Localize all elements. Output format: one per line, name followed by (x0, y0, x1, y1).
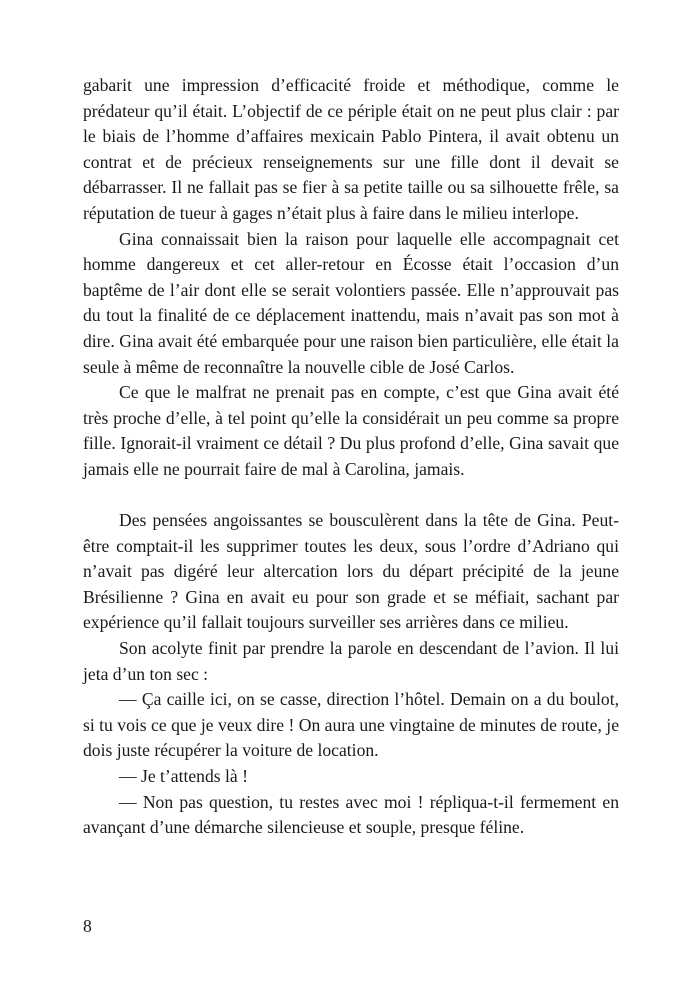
paragraph: Son acolyte finit par prendre la parole en descendant de l’avion. Il lui jeta d’un ton sec : (83, 638, 619, 684)
paragraph: Des pensées angoissantes se bousculèrent dans la tête de Gina. Peut-être comptait-il les supprimer toutes les deux, sous l’ordre d’Adriano qui n’avait pas digéré leur altercation lors du départ précipité de la jeune Brésilienne ? Gina en avait eu pour son grade et se méfiait, sachant par expérience qu’il fallait toujours surveiller ses arrières dans ce milieu. (83, 510, 619, 633)
paragraph: gabarit une impression d’efficacité froide et méthodique, comme le prédateur qu’il était. L’objectif de ce périple était on ne peut plus clair : par le biais de l’homme d’affaires mexicain Pablo Pintera, il avait obtenu un contrat et de précieux renseignements sur une fille dont il devait se débarrasser. Il ne fallait pas se fier à sa petite taille ou sa silhouette frêle, sa réputation de tueur à gages n’était plus à faire dans le milieu interlope. (83, 75, 619, 223)
dialogue-line: — Ça caille ici, on se casse, direction l’hôtel. Demain on a du boulot, si tu vois ce que je veux dire ! On aura une vingtaine de minutes de route, je dois juste récupérer la voiture de location. (83, 689, 619, 761)
paragraph: Ce que le malfrat ne prenait pas en compte, c’est que Gina avait été très proche d’elle, à tel point qu’elle la considérait un peu comme sa propre fille. Ignorait-il vraiment ce détail ? Du plus profond d’elle, Gina savait que jamais elle ne pourrait faire de mal à Carolina, jamais. (83, 382, 619, 479)
dialogue-line: — Je t’attends là ! (119, 766, 248, 787)
dialogue-line: — Non pas question, tu restes avec moi ! répliqua-t-il fermement en avançant d’une démarche silencieuse et souple, presque féline. (83, 791, 619, 838)
paragraph: Gina connaissait bien la raison pour laquelle elle accompagnait cet homme dangereux et cet aller-retour en Écosse était l’occasion d’un baptême de l’air dont elle se serait volontiers passée. Elle n’approuvait pas du tout la finalité de ce déplacement inattendu, mais n’avait pas son mot à dire. Gina avait été embarquée pour une raison bien particulière, elle était la seule à même de reconnaître la nouvelle cible de José Carlos. (83, 228, 619, 377)
page-number: 8 (83, 916, 92, 936)
page-body (83, 73, 619, 841)
section-break (83, 483, 619, 509)
